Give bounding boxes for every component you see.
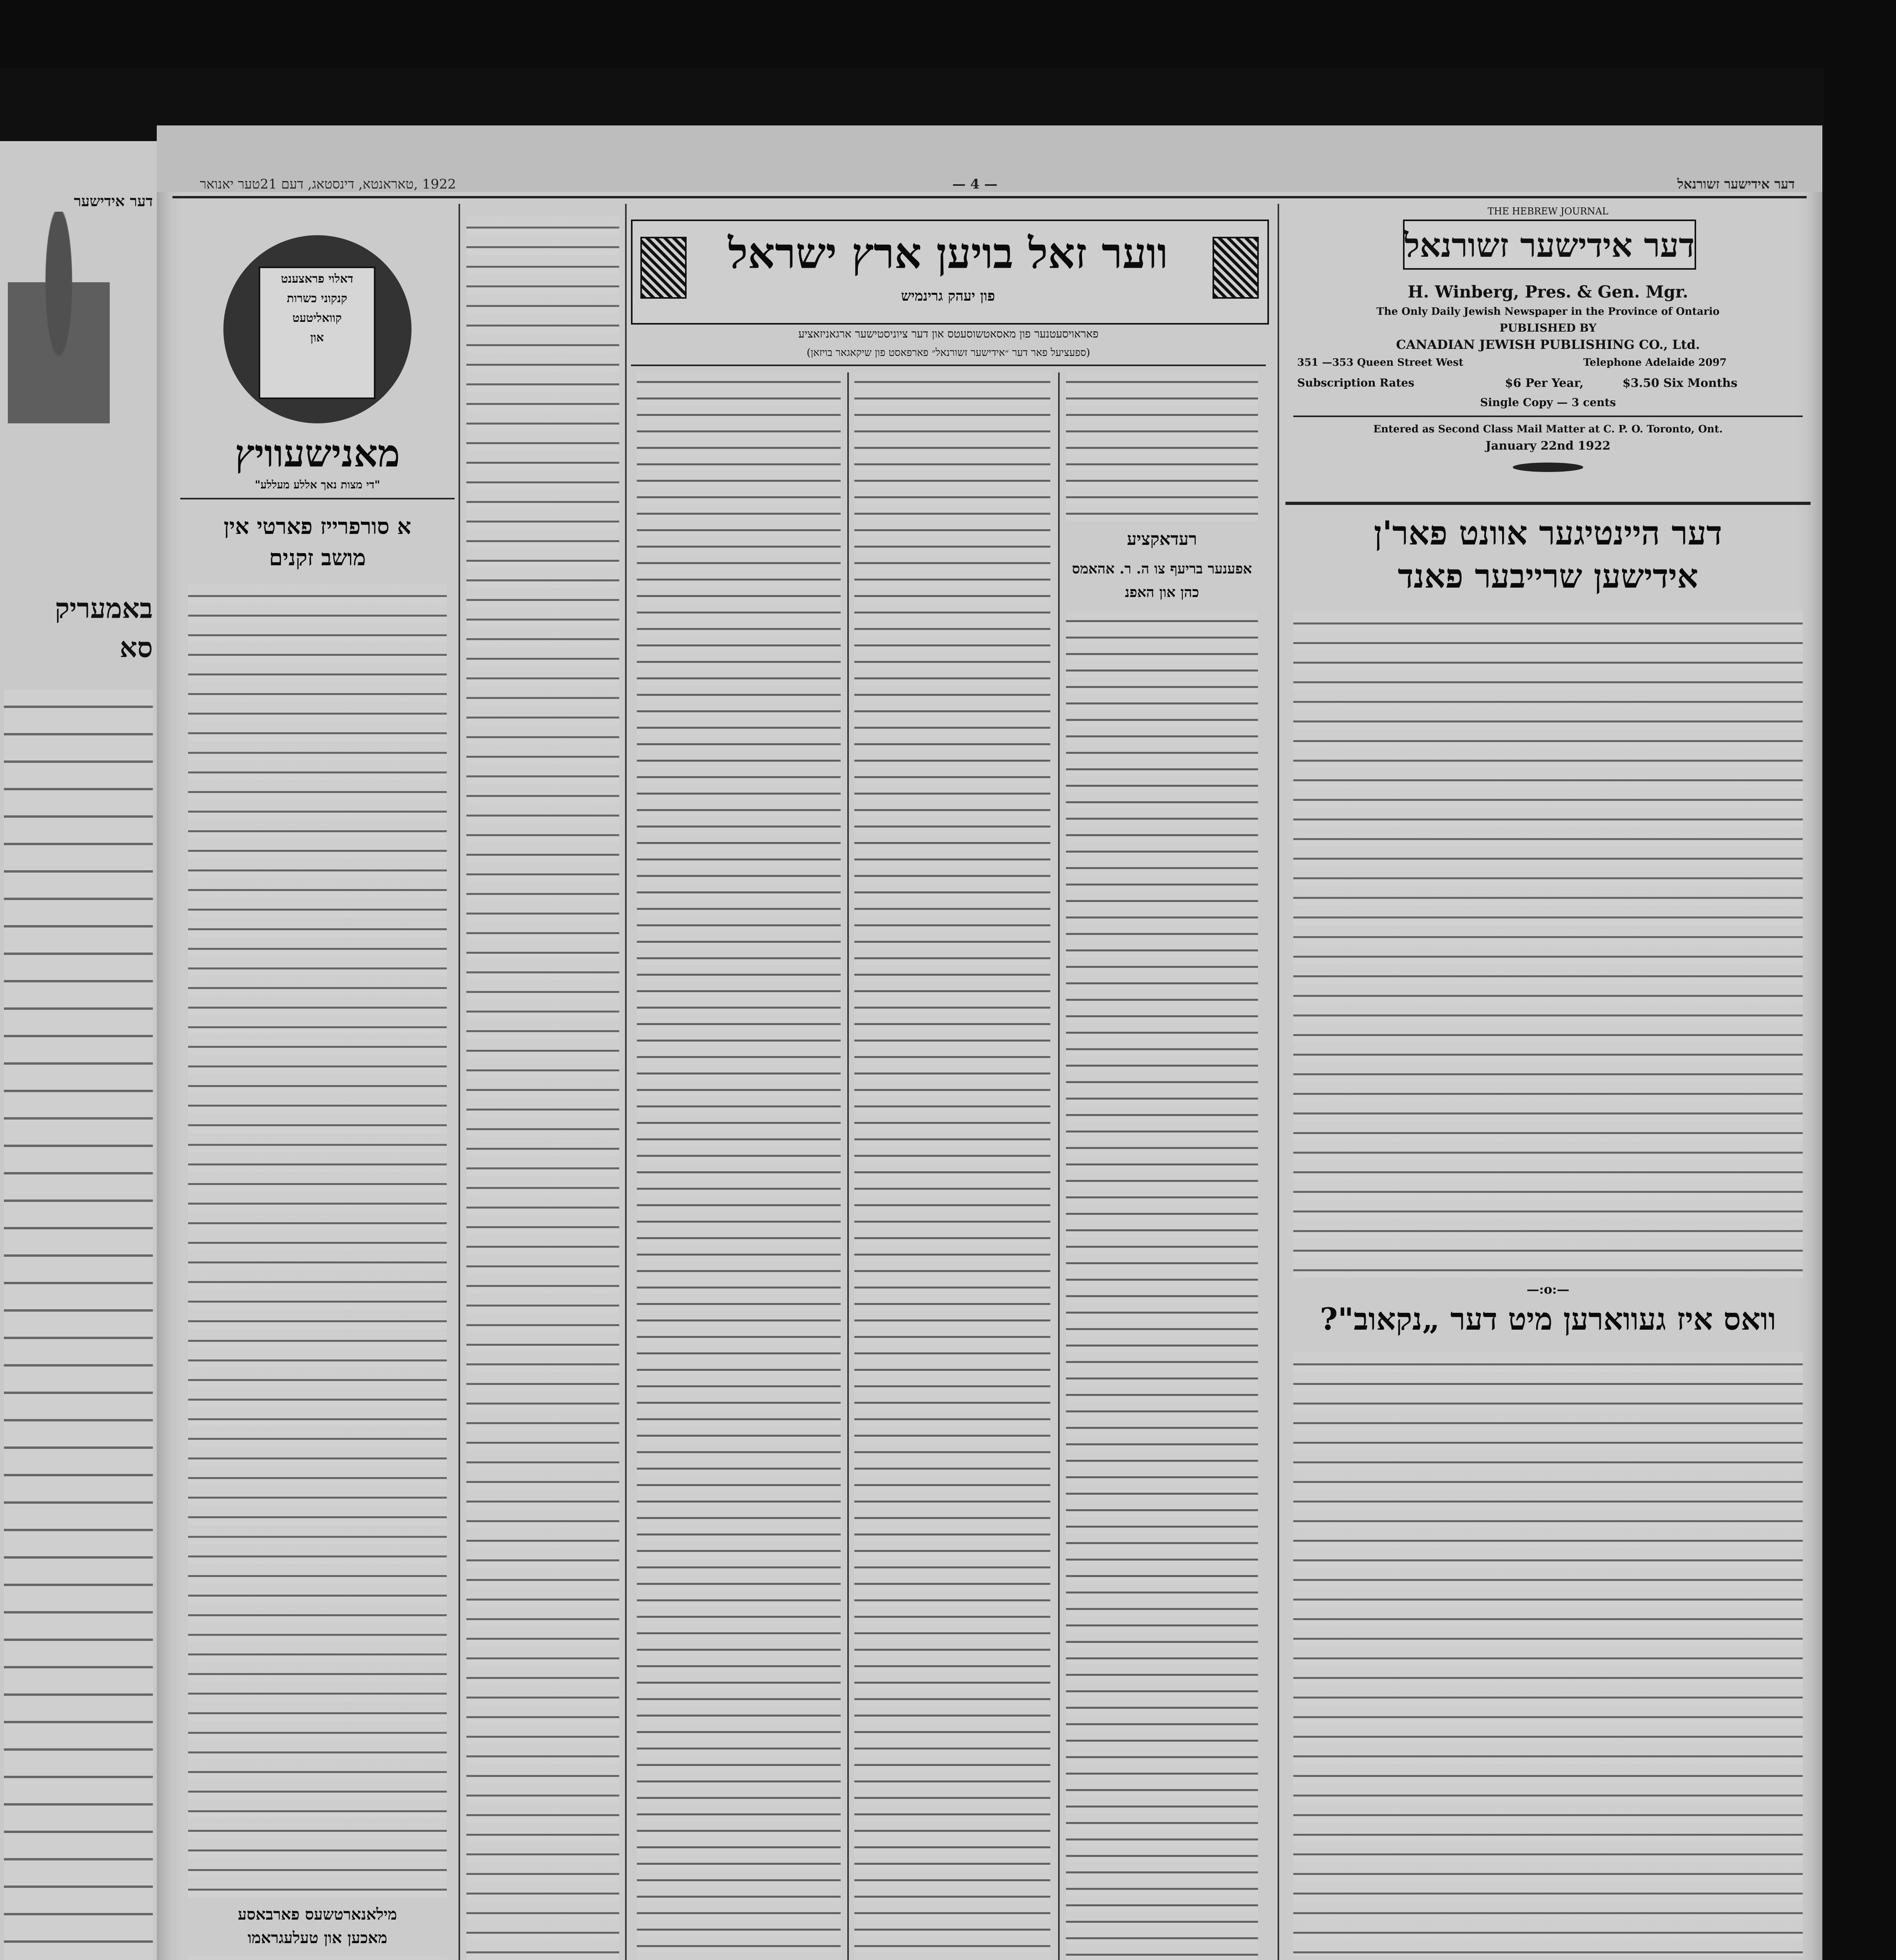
editorial-1-divider: —:o:— <box>1526 1282 1570 1297</box>
scan-border-top <box>0 0 1896 69</box>
prev-page-header: דער אידישער <box>74 192 153 210</box>
masthead-date: January 22nd 1922 <box>1485 439 1611 453</box>
matzo-ad-panel <box>259 267 375 399</box>
section-label-redaktsye: רעדאקציע <box>1127 529 1197 549</box>
editorial-1-body <box>1293 612 1803 1278</box>
editorial-rule <box>1285 502 1811 505</box>
masthead-block <box>1285 204 1811 510</box>
left-ornament <box>640 237 687 299</box>
article-headline-1: א סורפרייז פארטי אין <box>223 514 411 539</box>
feature-headline-box <box>631 220 1269 325</box>
ad-line-3: קוואליטעט <box>292 311 342 325</box>
ad-rule <box>180 498 455 499</box>
masthead-subscription-label: Subscription Rates <box>1297 376 1414 389</box>
ad-brand: מאנישעוויץ <box>235 431 400 475</box>
masthead-single-copy: Single Copy — 3 cents <box>1480 396 1616 409</box>
folio-date: 1922 ,טאראנטא, דינסטאג, דעם 21טער יאנואר <box>200 176 456 192</box>
narrow-column-body <box>466 216 619 1960</box>
article-headline-2: מושב זקנים <box>269 545 366 571</box>
telegram-body <box>188 1956 447 1960</box>
masthead-rate-six-months: $3.50 Six Months <box>1622 376 1738 390</box>
masthead-hebrew-title: דער אידישער זשורנאל <box>1404 226 1695 265</box>
matzo-ad-oval <box>223 235 411 423</box>
masthead-rate-year: $6 Per Year, <box>1505 376 1584 390</box>
ad-line-1: דאלוי פראצענט <box>281 272 353 286</box>
feature-col-rule-2 <box>847 372 849 1960</box>
editorial-1-headline-line1: דער היינטיגער אוונט פאר'ן <box>1374 514 1722 552</box>
editorial-2-body <box>1293 1352 1803 1956</box>
ad-line-2: קנקוני כשרות <box>286 292 348 305</box>
masthead-title-box <box>1403 220 1696 270</box>
page-number: — 4 — <box>952 176 998 192</box>
feature-rule <box>631 365 1266 366</box>
masthead-entered: Entered as Second Class Mail Matter at C. P. O. Toronto, Ont. <box>1373 423 1723 435</box>
letter-subheading-2: כהן און האפנ <box>1125 584 1199 601</box>
column-rule-center <box>625 204 627 1960</box>
ad-slogan: "די מצות נאך אללע מעללע" <box>255 478 380 491</box>
ad-line-4: און <box>310 331 324 345</box>
feature-note: (ספעציעל פאר דער ״אידישער זשורנאל״ פארפאסט פון שיקאגאר בויזאן) <box>807 347 1090 359</box>
feature-col-right-top <box>1066 372 1258 521</box>
strongman-illustration <box>8 212 110 564</box>
prev-page-text-columns <box>4 690 153 1960</box>
masthead-company: CANADIAN JEWISH PUBLISHING CO., Ltd. <box>1396 337 1700 352</box>
feature-headline: ווער זאל בויען ארץ ישראל <box>728 229 1168 278</box>
right-ornament <box>1213 237 1259 299</box>
telegram-subheading-2: מאכען און טעלעגראמו <box>247 1929 388 1947</box>
top-rule <box>172 196 1807 198</box>
column-rule-left <box>459 204 460 1960</box>
previous-page-fragment <box>0 141 160 1960</box>
newspaper-page <box>157 125 1822 1960</box>
masthead-english-title: THE HEBREW JOURNAL <box>1488 206 1608 217</box>
masthead-tagline: The Only Daily Jewish Newspaper in the Province of Ontario <box>1376 306 1720 318</box>
prev-page-headline-1: באמעריק <box>55 592 153 624</box>
feature-col-rule-1 <box>1058 372 1060 1960</box>
masthead-ornament <box>1513 463 1583 472</box>
masthead-address: 351 —353 Queen Street West <box>1297 357 1464 368</box>
masthead-manager: H. Winberg, Pres. & Gen. Mgr. <box>1408 282 1688 301</box>
feature-col-right-body <box>1066 612 1258 1960</box>
editorial-1-headline-line2: אידישען שרייבער פאנד <box>1398 557 1698 595</box>
masthead-rule <box>1293 416 1803 417</box>
scan-border-right <box>1824 0 1896 1960</box>
masthead-telephone: Telephone Adelaide 2097 <box>1583 357 1727 368</box>
feature-author: פון יעהק גרינמיש <box>901 288 995 304</box>
column-rule-right <box>1278 204 1279 1960</box>
prev-page-headline-2: סא <box>120 631 153 664</box>
feature-col-middle <box>854 372 1050 1960</box>
masthead-published-by: PUBLISHED BY <box>1499 321 1597 334</box>
letter-subheading-1: אפענער בריעף צו ה. ר. אהאמס <box>1072 561 1252 577</box>
telegram-subheading: מילאנארטשעס פארבאסע <box>237 1905 397 1924</box>
feature-col-left <box>637 372 841 1960</box>
feature-subhead: פאראויסעטנער פון מאסאטשוסעטס און דער ציוניסטישער ארגאניזאציע <box>798 327 1098 340</box>
editorial-2-headline: וואס איז געווארען מיט דער „נקאוב"? <box>1320 1301 1776 1337</box>
folio-paper-name: דער אידישער זשורנאל <box>1677 176 1795 192</box>
article-body <box>188 584 447 1897</box>
